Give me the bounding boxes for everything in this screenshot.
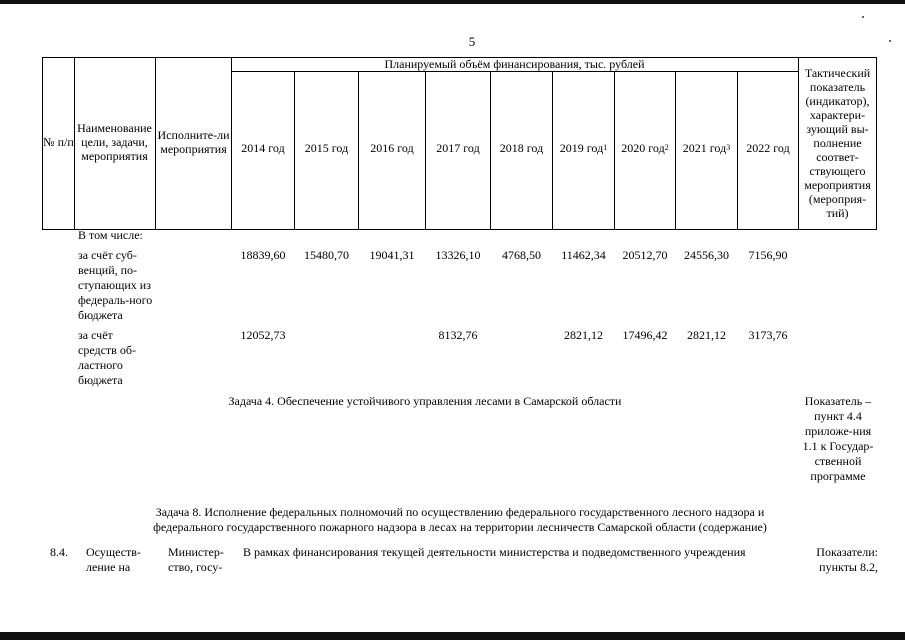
row-8-4-financing: В рамках финансирования текущей деятельности министерства и подведомственного учреждения bbox=[243, 545, 746, 559]
federal-value: 4768,50 bbox=[502, 248, 541, 262]
row-8-4-indicator: Показатели: пункты 8.2, bbox=[816, 545, 878, 574]
year-header: 2022 год bbox=[746, 141, 790, 155]
including-label: В том числе: bbox=[78, 228, 143, 242]
regional-value: 3173,76 bbox=[748, 328, 788, 342]
task-4-indicator: Показатель – пункт 4.4 приложе-ния 1.1 к Государ-ственной программе bbox=[802, 394, 874, 483]
col-header-number: № п/п bbox=[43, 135, 74, 149]
col-header-indicator: Тактический показатель (индикатор), характери-зующий вы-полнение соответ-ствующего мероприятия (мероприя-тий) bbox=[804, 66, 871, 220]
federal-value: 24556,30 bbox=[684, 248, 729, 262]
task-4-title: Задача 4. Обеспечение устойчивого управления лесами в Самарской области bbox=[228, 394, 622, 408]
task-8-title-line-2: федерального государственного пожарного надзора в лесах на территории лесничеств Самарской области (содержание) bbox=[153, 520, 767, 534]
year-header: 2021 год 3 bbox=[682, 141, 731, 155]
row-8-4-name: Осуществ-ление на bbox=[86, 545, 141, 574]
scan-speck bbox=[862, 16, 864, 18]
year-header: 2019 год 1 bbox=[559, 141, 608, 155]
regional-row-label: за счёт средств об-ластного бюджета bbox=[78, 328, 136, 387]
task-8-title-line-1: Задача 8. Исполнение федеральных полномочий по осуществлению федерального государственного лесного надзора и bbox=[155, 505, 765, 519]
regional-value: 2821,12 bbox=[687, 328, 726, 342]
federal-value: 11462,34 bbox=[561, 248, 606, 262]
top-scan-edge bbox=[0, 0, 905, 4]
federal-value: 19041,31 bbox=[369, 248, 415, 262]
federal-value: 18839,60 bbox=[240, 248, 286, 262]
regional-value: 8132,76 bbox=[438, 328, 478, 342]
regional-value: 17496,42 bbox=[622, 328, 668, 342]
year-header: 2018 год bbox=[499, 141, 544, 155]
year-header: 2020 год 2 bbox=[621, 141, 669, 155]
scan-speck bbox=[889, 40, 891, 42]
col-header-name: Наименование цели, задачи, мероприятия bbox=[77, 121, 152, 163]
regional-value: 2821,12 bbox=[564, 328, 603, 342]
federal-value: 13326,10 bbox=[435, 248, 481, 262]
col-header-financing: Планируемый объём финансирования, тыс. рублей bbox=[384, 57, 645, 71]
federal-row-label: за счёт суб-венций, по-ступающих из федераль-ного бюджета bbox=[78, 248, 153, 322]
year-header: 2015 год bbox=[304, 141, 349, 155]
federal-value: 7156,90 bbox=[748, 248, 788, 262]
page-number: 5 bbox=[468, 34, 476, 49]
federal-value: 20512,70 bbox=[622, 248, 668, 262]
row-8-4-number: 8.4. bbox=[50, 545, 68, 559]
year-header: 2017 год bbox=[436, 141, 480, 155]
regional-value: 12052,73 bbox=[240, 328, 286, 342]
bottom-scan-edge bbox=[0, 632, 905, 640]
year-header: 2016 год bbox=[370, 141, 414, 155]
row-8-4-executor: Министер-ство, госу- bbox=[168, 545, 224, 574]
federal-value: 15480,70 bbox=[304, 248, 349, 262]
col-header-executor: Исполните-ли мероприятия bbox=[157, 128, 230, 156]
year-header: 2014 год bbox=[241, 141, 285, 155]
